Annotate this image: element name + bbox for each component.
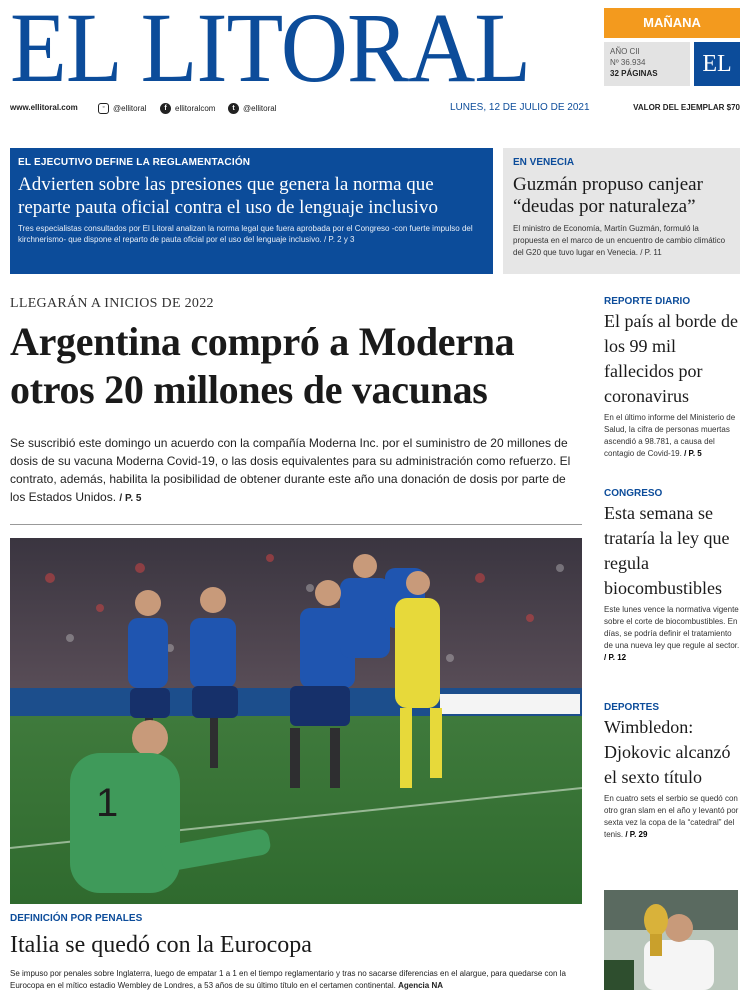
photo-story-headline[interactable]: Italia se quedó con la Eurocopa [10, 932, 312, 958]
main-story-headline[interactable]: Argentina compró a Moderna otros 20 millones de vacunas [10, 319, 515, 412]
top-story-inclusive-language[interactable] [10, 148, 493, 274]
facebook-label: ellitoralcom [175, 103, 216, 113]
photo-story-text: Se impuso por penales sobre Inglaterra, luego de empatar 1 a 1 en el tiempo reglamentario y tras no sacarse diferencias en el alargue, para quedarse con la Eurocopa en el mítico estadio Wembley de Londres, a 53 años de su último título en el certamen continental. [10, 969, 566, 990]
svg-text:1: 1 [96, 781, 119, 825]
edition-tag: MAÑANA [604, 8, 740, 38]
main-story-text: Se suscribió este domingo un acuerdo con la compañía Moderna Inc. por el suministro de 20 millones de dosis de su vacuna Moderna Covid-19, o las dosis equivalentes para su administración como refuerzo. El contrato, además, habilita la posibilidad de obtener durante este año una donación de dosis por parte de los Estados Unidos. [10, 436, 571, 504]
top-story-guzman[interactable] [503, 148, 740, 274]
story-headline: Guzmán propuso canjear “deudas por naturaleza” [513, 174, 703, 217]
instagram-icon: ◦ [98, 103, 109, 114]
section-divider [10, 524, 582, 525]
story-kicker: REPORTE DIARIO [604, 296, 691, 307]
sidebar-story-covid[interactable] [604, 296, 740, 460]
facebook-handle[interactable] [160, 101, 215, 115]
story-headline: Wimbledon: Djokovic alcanzó el sexto título [604, 717, 731, 787]
newspaper-logo: EL [694, 42, 740, 86]
story-kicker: EL EJECUTIVO DEFINE LA REGLAMENTACIÓN [18, 157, 251, 168]
edition-pages: 32 PÁGINAS [610, 69, 658, 78]
website-link[interactable]: www.ellitoral.com [10, 103, 78, 112]
edition-year: AÑO CII [610, 47, 640, 56]
main-story-body [10, 434, 582, 508]
twitter-icon: t [228, 103, 239, 114]
story-headline: El país al borde de los 99 mil fallecidos por coronavirus [604, 311, 738, 406]
story-headline: Esta semana se trataría la ley que regula biocombustibles [604, 503, 730, 598]
story-kicker: EN VENECIA [513, 157, 575, 168]
twitter-handle[interactable] [228, 101, 276, 115]
sidebar-story-biofuels[interactable] [604, 488, 740, 664]
story-page-ref: / P. 12 [604, 653, 627, 662]
euro-final-celebration-photo [10, 538, 582, 904]
story-text: En cuatro sets el serbio se quedó con otro gran slam en el año y levantó por sexta vez la copa de la “catedral” del tenis. [604, 794, 739, 839]
instagram-label: @ellitoral [113, 103, 147, 113]
photo-credit: Agencia NA [398, 981, 443, 990]
story-text: En el último informe del Ministerio de Salud, la cifra de personas muertas ascendió a 98.781, a causa del contagio de Covid-19. [604, 413, 736, 458]
twitter-label: @ellitoral [243, 103, 277, 113]
story-text: Este lunes vence la normativa vigente sobre el corte de biocombustibles. En días, se podría definir el tratamiento de una nueva ley que regule al sector. [604, 605, 740, 650]
photo-story-body [10, 968, 582, 992]
story-body [604, 604, 740, 664]
story-kicker: DEPORTES [604, 702, 660, 713]
main-story-kicker: LLEGARÁN A INICIOS DE 2022 [10, 296, 214, 311]
story-headline: Advierten sobre las presiones que genera la norma que reparte pauta oficial contra el uso de lenguaje inclusivo [18, 174, 438, 218]
story-page-ref: / P. 5 [684, 449, 702, 458]
issue-date: LUNES, 12 DE JULIO DE 2021 [450, 102, 590, 113]
instagram-handle[interactable] [98, 101, 146, 115]
main-story-page-ref: / P. 5 [119, 493, 142, 504]
djokovic-trophy-photo [604, 890, 738, 990]
photo-story-kicker: DEFINICIÓN POR PENALES [10, 913, 143, 924]
issue-price: VALOR DEL EJEMPLAR $70 [633, 103, 740, 112]
story-body [604, 412, 740, 460]
story-kicker: CONGRESO [604, 488, 663, 499]
sidebar-story-wimbledon[interactable] [604, 702, 740, 841]
newspaper-masthead: EL LITORAL [10, 0, 531, 103]
facebook-icon: f [160, 103, 171, 114]
story-page-ref: / P. 29 [625, 830, 648, 839]
info-bar [10, 100, 740, 116]
edition-issue: Nº 36.934 [610, 58, 646, 67]
edition-meta [604, 42, 690, 86]
edition-box [604, 8, 740, 86]
story-body: Tres especialistas consultados por El Litoral analizan la norma legal que fuera aprobada por el Congreso -con fuerte impulso del kirchnerismo- que dispone el reparto de pauta oficial por el uso del lenguaje inclusivo. / P. 2 y 3 [18, 224, 473, 244]
story-body [604, 793, 740, 841]
story-body: El ministro de Economía, Martín Guzmán, formuló la propuesta en el marco de un encuentro de cambio climático del G20 que tuvo lugar en Venecia. / P. 11 [513, 224, 726, 257]
